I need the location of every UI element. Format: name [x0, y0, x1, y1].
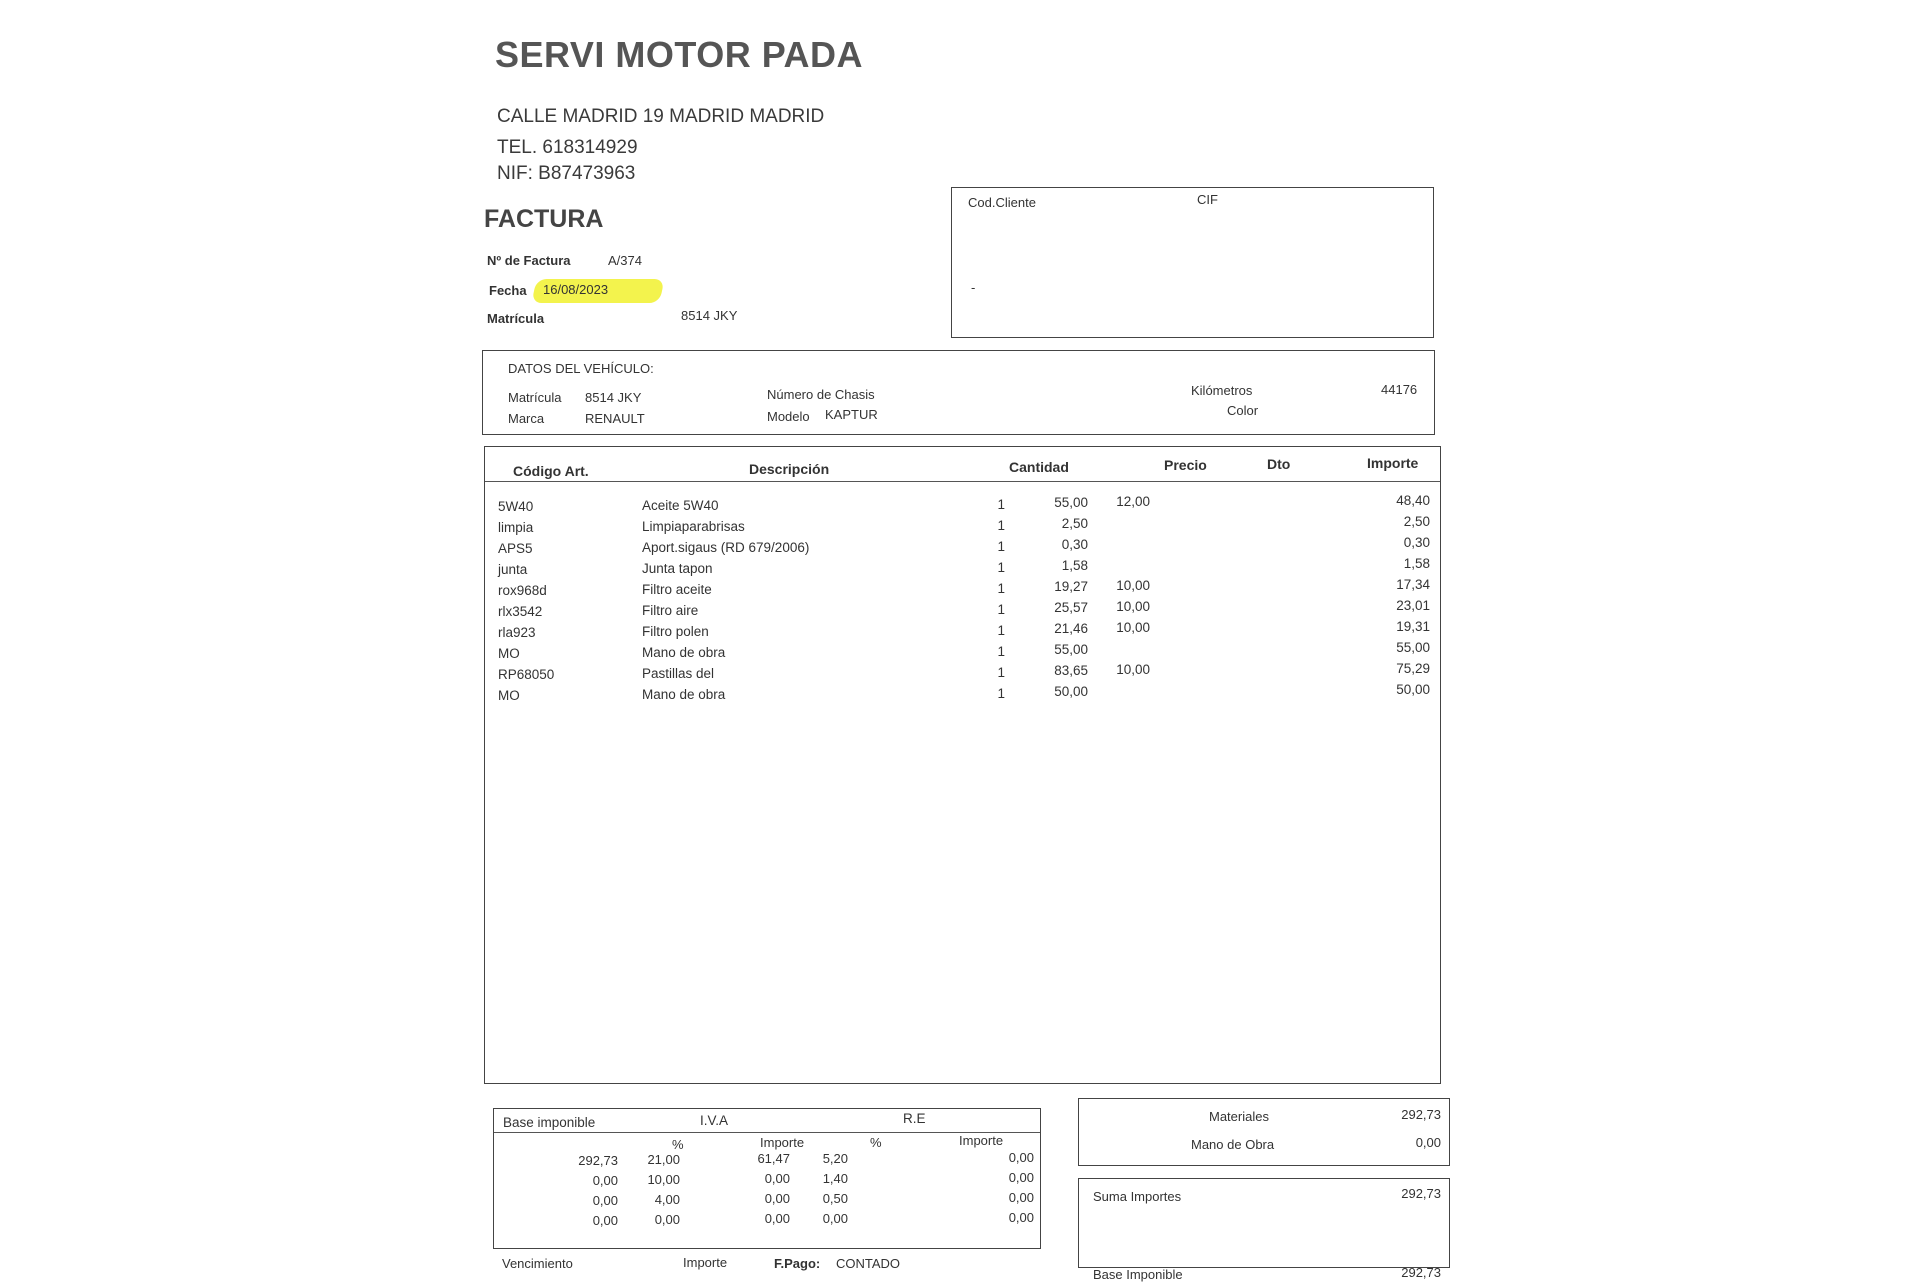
item-price: 50,00 [1054, 684, 1088, 700]
header-description: Descripción [749, 461, 830, 477]
tax-re-amount: 0,00 [1008, 1209, 1034, 1225]
company-address: CALLE MADRID 19 MADRID MADRID [497, 106, 825, 127]
tax-re-pct: 0,00 [822, 1210, 848, 1226]
item-description: Limpiaparabrisas [642, 518, 745, 534]
tax-re-pct: 0,50 [822, 1190, 848, 1206]
vehicle-brand-label: Marca [508, 411, 545, 426]
item-amount: 2,50 [1403, 514, 1430, 529]
item-description: Filtro aceite [642, 581, 712, 597]
item-price: 55,00 [1054, 495, 1088, 511]
vehicle-plate: 8514 JKY [585, 390, 642, 405]
tax-iva-label: I.V.A [700, 1113, 729, 1128]
header-price: Precio [1164, 457, 1207, 473]
base-value: 292,73 [1401, 1265, 1441, 1280]
item-price: 55,00 [1054, 642, 1088, 658]
invoice-date-label: Fecha [489, 283, 527, 298]
header-amount: Importe [1367, 455, 1419, 471]
labour-value: 0,00 [1415, 1135, 1441, 1150]
item-code: rlx3542 [498, 604, 543, 619]
item-description: Pastillas del [642, 665, 715, 681]
item-code: 5W40 [498, 499, 534, 514]
tax-re-amount: 0,00 [1008, 1149, 1034, 1165]
tax-base-label: Base imponible [503, 1115, 596, 1130]
company-nif: NIF: B87473963 [497, 163, 636, 184]
item-price: 83,65 [1054, 663, 1088, 679]
item-price: 2,50 [1061, 516, 1088, 532]
tax-re-amount: 0,00 [1008, 1189, 1034, 1205]
item-amount: 55,00 [1396, 640, 1430, 655]
item-amount: 0,30 [1403, 535, 1430, 550]
item-code: RP68050 [498, 667, 555, 682]
item-amount: 50,00 [1396, 682, 1430, 697]
item-quantity: 1 [997, 664, 1005, 680]
sum-value: 292,73 [1401, 1186, 1441, 1201]
client-box [951, 187, 1434, 338]
tax-iva-amount: 0,00 [764, 1171, 790, 1187]
tax-base: 0,00 [592, 1193, 618, 1208]
company-phone: TEL. 618314929 [497, 137, 638, 158]
item-amount: 48,40 [1396, 493, 1430, 508]
item-quantity: 1 [997, 643, 1005, 659]
tax-re-amount-label: Importe [959, 1133, 1004, 1148]
vehicle-chassis-label: Número de Chasis [767, 387, 875, 402]
item-code: rla923 [498, 625, 536, 640]
item-description: Aceite 5W40 [642, 497, 719, 513]
item-price: 25,57 [1054, 600, 1088, 616]
tax-re-pct: 1,40 [822, 1170, 848, 1186]
client-code-label: Cod.Cliente [968, 195, 1036, 210]
item-discount: 10,00 [1116, 662, 1150, 678]
item-quantity: 1 [997, 622, 1005, 638]
tax-base: 0,00 [592, 1213, 618, 1228]
invoice-plate: 8514 JKY [681, 308, 738, 323]
client-dash: - [971, 280, 976, 295]
item-discount: 10,00 [1116, 599, 1150, 615]
tax-box [493, 1108, 1041, 1249]
header-discount: Dto [1267, 456, 1291, 472]
item-description: Filtro polen [642, 623, 709, 639]
item-discount: 12,00 [1116, 494, 1150, 510]
item-amount: 1,58 [1403, 556, 1430, 571]
payment-method: CONTADO [836, 1256, 901, 1271]
item-amount: 19,31 [1396, 619, 1430, 634]
labour-label: Mano de Obra [1191, 1137, 1275, 1152]
item-amount: 17,34 [1396, 577, 1430, 592]
vehicle-box [482, 350, 1435, 435]
item-quantity: 1 [997, 559, 1005, 575]
payment-amount-label: Importe [683, 1255, 728, 1270]
payment-method-label: F.Pago: [774, 1256, 821, 1271]
vehicle-color-label: Color [1227, 403, 1259, 418]
tax-iva-pct-label: % [672, 1137, 684, 1152]
vehicle-title: DATOS DEL VEHÍCULO: [508, 361, 654, 376]
tax-iva-amount: 61,47 [757, 1151, 790, 1167]
item-price: 0,30 [1061, 537, 1088, 553]
invoice-number: A/374 [608, 253, 642, 268]
item-price: 1,58 [1061, 558, 1088, 574]
item-code: APS5 [498, 541, 533, 556]
vehicle-brand: RENAULT [585, 411, 645, 426]
item-quantity: 1 [997, 580, 1005, 596]
invoice-date: 16/08/2023 [543, 282, 609, 297]
item-description: Filtro aire [642, 602, 699, 618]
tax-iva-pct: 4,00 [654, 1192, 680, 1208]
summary-box [1078, 1178, 1450, 1282]
item-amount: 75,29 [1396, 661, 1430, 676]
tax-re-pct-label: % [870, 1135, 882, 1150]
tax-iva-pct: 21,00 [647, 1152, 680, 1168]
item-quantity: 1 [997, 685, 1005, 701]
item-quantity: 1 [997, 496, 1005, 512]
payment-due-label: Vencimiento [502, 1256, 573, 1271]
tax-base: 292,73 [578, 1153, 618, 1168]
item-code: rox968d [498, 583, 547, 598]
item-description: Junta tapon [642, 560, 713, 576]
tax-iva-amount-label: Importe [760, 1135, 805, 1150]
item-description: Mano de obra [642, 686, 726, 702]
header-quantity: Cantidad [1009, 459, 1069, 475]
item-quantity: 1 [997, 601, 1005, 617]
tax-re-pct: 5,20 [822, 1150, 848, 1166]
item-quantity: 1 [997, 538, 1005, 554]
item-description: Mano de obra [642, 644, 726, 660]
vehicle-model-label: Modelo [767, 409, 810, 424]
tax-base: 0,00 [592, 1173, 618, 1188]
item-description: Aport.sigaus (RD 679/2006) [642, 539, 810, 555]
item-discount: 10,00 [1116, 578, 1150, 594]
vehicle-model: KAPTUR [825, 407, 878, 422]
item-price: 19,27 [1054, 579, 1088, 595]
company-name: SERVI MOTOR PADA [495, 34, 864, 75]
item-amount: 23,01 [1396, 598, 1430, 613]
base-label: Base Imponible [1093, 1267, 1183, 1282]
header-code: Código Art. [513, 463, 589, 479]
invoice-title: FACTURA [484, 205, 604, 233]
item-code: limpia [498, 520, 534, 535]
item-code: MO [498, 688, 520, 703]
items-table [484, 446, 1441, 1084]
materials-value: 292,73 [1401, 1107, 1441, 1122]
table-header-divider [485, 481, 1440, 482]
item-quantity: 1 [997, 517, 1005, 533]
item-code: junta [498, 562, 528, 577]
tax-re-label: R.E [903, 1111, 926, 1126]
invoice-number-label: Nº de Factura [487, 253, 571, 268]
tax-iva-amount: 0,00 [764, 1191, 790, 1207]
vehicle-km-label: Kilómetros [1191, 383, 1253, 398]
vehicle-plate-label: Matrícula [508, 390, 562, 405]
sum-label: Suma Importes [1093, 1189, 1182, 1204]
invoice-plate-label: Matrícula [487, 311, 545, 326]
tax-iva-amount: 0,00 [764, 1211, 790, 1227]
materials-label: Materiales [1209, 1109, 1269, 1124]
tax-iva-pct: 0,00 [654, 1212, 680, 1228]
materials-box [1078, 1098, 1450, 1166]
client-cif-label: CIF [1197, 192, 1218, 207]
item-price: 21,46 [1054, 621, 1088, 637]
tax-re-amount: 0,00 [1008, 1169, 1034, 1185]
tax-iva-pct: 10,00 [647, 1172, 680, 1188]
vehicle-km: 44176 [1381, 382, 1418, 397]
item-discount: 10,00 [1116, 620, 1150, 636]
item-code: MO [498, 646, 520, 661]
